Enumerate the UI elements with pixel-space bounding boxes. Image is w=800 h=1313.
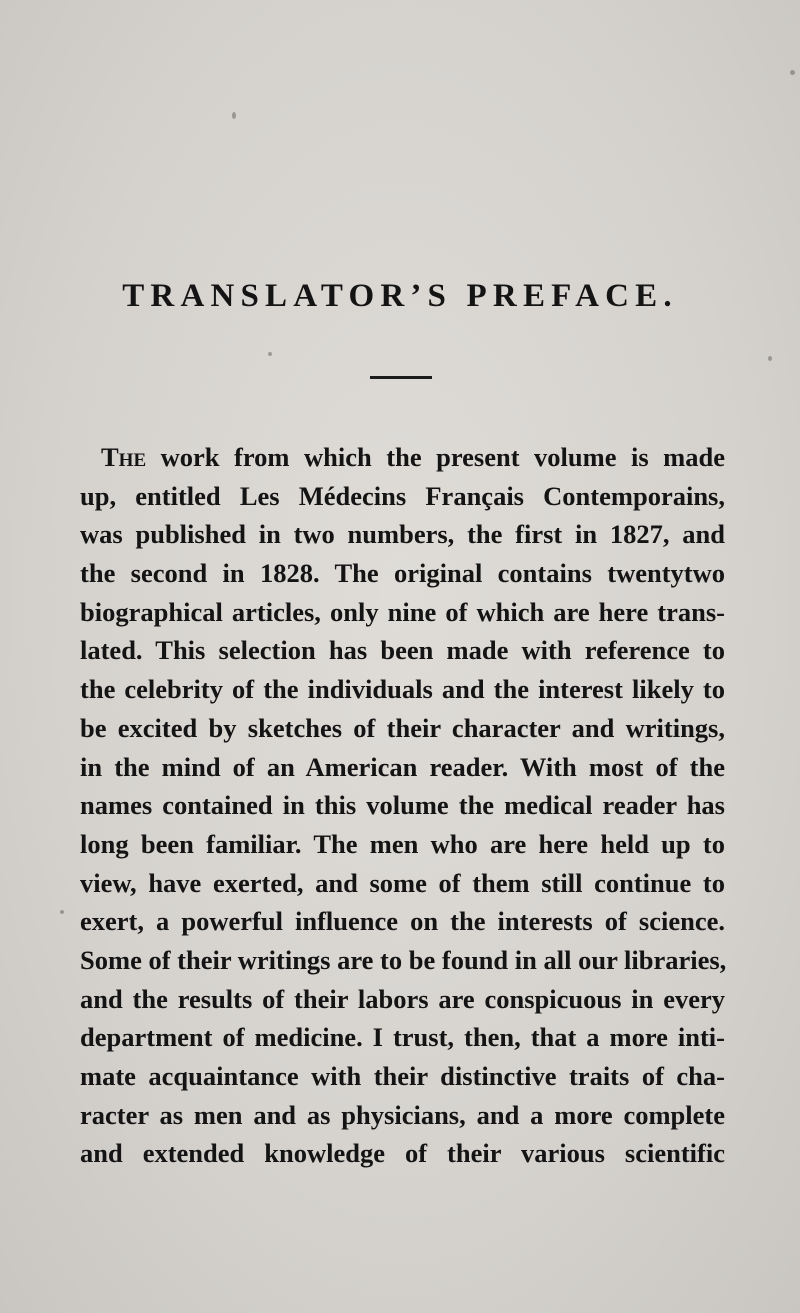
- paper-speck: [790, 70, 795, 75]
- drop-word: The: [101, 442, 147, 472]
- text-line: view, have exerted, and some of them still continue to: [80, 867, 725, 898]
- text-line: be excited by sketches of their character and writings,: [80, 712, 725, 743]
- text-line: and the results of their labors are conspicuous in every: [80, 983, 725, 1014]
- text-line: exert, a powerful influence on the interests of science.: [80, 906, 725, 937]
- preface-paragraph: [80, 438, 725, 1173]
- text-line: names contained in this volume the medical reader has: [80, 790, 725, 821]
- heading-rule: [370, 376, 432, 379]
- text-line: in the mind of an American reader. With most of the: [80, 751, 725, 782]
- paper-speck: [232, 112, 236, 119]
- text-line: Some of their writings are to be found in all our libraries,: [80, 944, 727, 975]
- text-line: lated. This selection has been made with reference to: [80, 635, 725, 666]
- text-line: was published in two numbers, the first in 1827, and: [80, 519, 725, 550]
- text-line: mate acquaintance with their distinctive traits of cha-: [80, 1061, 725, 1091]
- paper-speck: [60, 910, 64, 914]
- text-line: the second in 1828. The original contains twentytwo: [80, 558, 725, 589]
- text-line: racter as men and as physicians, and a more complete: [80, 1099, 725, 1130]
- first-line-text: work from which the present volume is made: [146, 442, 725, 472]
- text-line: up, entitled Les Médecins Français Contemporains,: [80, 480, 725, 511]
- text-line: biographical articles, only nine of which are here trans-: [80, 596, 725, 627]
- paper-speck: [268, 352, 272, 356]
- paper-speck: [768, 356, 772, 361]
- text-line: long been familiar. The men who are here held up to: [80, 828, 725, 859]
- preface-heading: TRANSLATOR’S PREFACE.: [122, 278, 678, 314]
- text-line: the celebrity of the individuals and the interest likely to: [80, 674, 725, 705]
- text-line: [80, 438, 725, 477]
- text-line: department of medicine. I trust, then, that a more inti-: [80, 1022, 725, 1053]
- text-line: and extended knowledge of their various scientific: [80, 1138, 725, 1169]
